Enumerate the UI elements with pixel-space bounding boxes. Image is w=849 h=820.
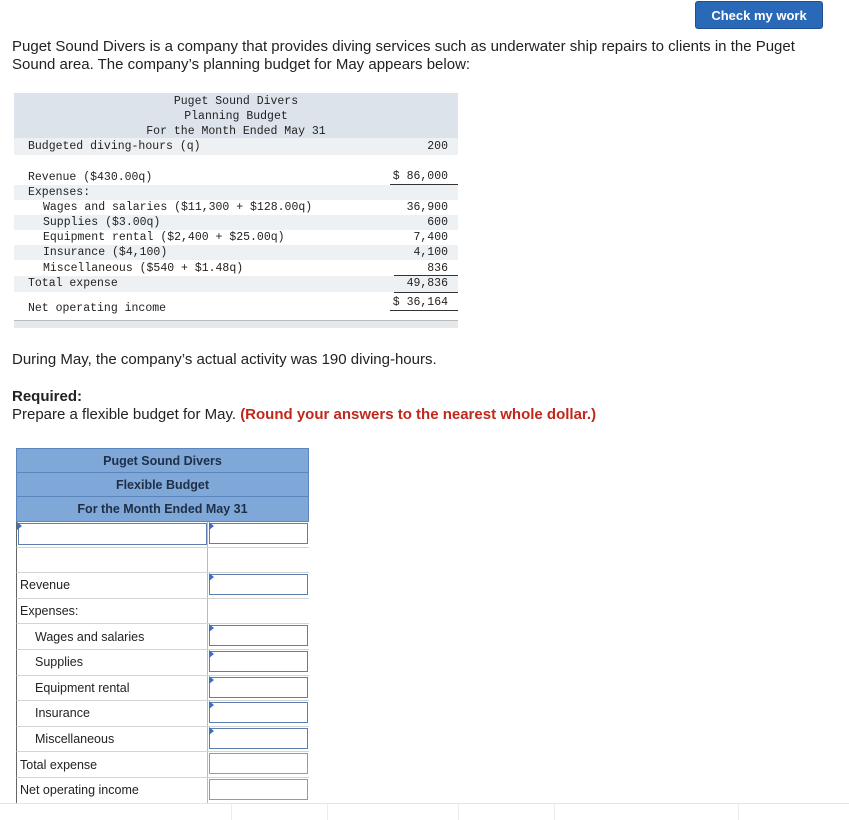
input-marker-icon [17,522,22,530]
rounding-note: (Round your answers to the nearest whole dollar.) [240,406,597,423]
fb-activity-row [16,522,309,548]
pb-insurance-label: Insurance ($4,100) [43,246,168,259]
actual-activity-text: During May, the company’s actual activity was 190 diving-hours. [12,351,437,368]
fb-misc-label: Miscellaneous [17,727,208,752]
equipment-input[interactable] [209,677,308,698]
pb-misc-value: 836 [427,262,448,275]
revenue-input[interactable] [209,574,308,595]
activity-value-input[interactable] [209,523,308,544]
fb-wages-row [16,624,309,650]
pb-title: Planning Budget [184,110,288,123]
fb-misc-row [16,727,309,753]
fb-noi-label: Net operating income [17,778,208,803]
pb-supplies-value: 600 [427,216,448,229]
input-marker-icon [209,727,214,735]
flexible-budget-table [16,448,309,804]
fb-revenue-label: Revenue [17,573,208,598]
planning-budget [14,93,458,329]
input-marker-icon [209,676,214,684]
required-instruction: Prepare a flexible budget for May. (Round your answers to the nearest whole dollar.) [12,406,597,423]
pb-period: For the Month Ended May 31 [146,125,326,138]
fb-blank-row [16,548,309,574]
fb-expenses-row [16,599,309,625]
insurance-input[interactable] [209,702,308,723]
pb-equipment-value: 7,400 [413,231,448,244]
pb-activity-label: Budgeted diving-hours (q) [28,140,201,153]
misc-input[interactable] [209,728,308,749]
total-expense-cell [209,753,308,774]
check-my-work-button[interactable]: Check my work [695,1,823,29]
input-marker-icon [209,650,214,658]
fb-insurance-label: Insurance [17,701,208,726]
pb-misc-label: Miscellaneous ($540 + $1.48q) [43,262,244,275]
pb-noi-value: $ 36,164 [392,296,448,309]
activity-label-input[interactable] [18,523,207,545]
fb-total-row [16,752,309,778]
pb-noi-label: Net operating income [28,302,167,315]
fb-period: For the Month Ended May 31 [16,496,309,522]
required-label: Required: [12,388,83,405]
input-marker-icon [209,701,214,709]
pb-revenue-value: $ 86,000 [392,170,448,183]
fb-expenses-label: Expenses: [17,599,208,624]
pb-revenue-label: Revenue ($430.00q) [28,171,153,184]
input-marker-icon [209,624,214,632]
pb-activity-value: 200 [427,140,448,153]
pb-total-label: Total expense [28,277,118,290]
fb-supplies-row [16,650,309,676]
pb-expenses-label: Expenses: [28,186,91,199]
fb-noi-row [16,778,309,804]
fb-supplies-label: Supplies [17,650,208,675]
input-marker-icon [209,573,214,581]
fb-equipment-label: Equipment rental [17,676,208,701]
pb-wages-label: Wages and salaries ($11,300 + $128.00q) [43,201,313,214]
fb-title: Flexible Budget [16,472,309,496]
noi-cell [209,779,308,800]
pb-company: Puget Sound Divers [173,95,299,108]
pb-wages-value: 36,900 [406,201,448,214]
fb-company: Puget Sound Divers [16,448,309,472]
fb-insurance-row [16,701,309,727]
pb-supplies-label: Supplies ($3.00q) [43,216,161,229]
fb-revenue-row [16,573,309,599]
supplies-input[interactable] [209,651,308,672]
wages-input[interactable] [209,625,308,646]
fb-equipment-row [16,676,309,702]
pb-insurance-value: 4,100 [413,246,448,259]
fb-wages-label: Wages and salaries [17,624,208,649]
required-section [12,388,596,424]
footer-divider [0,803,849,804]
pb-equipment-label: Equipment rental ($2,400 + $25.00q) [43,231,285,244]
pb-total-value: 49,836 [406,277,448,290]
input-marker-icon [209,522,214,530]
intro-text: Puget Sound Divers is a company that provides diving services such as underwater ship repairs to clients in the Puget Sound area. The company’s planning budget for May appears below: [12,38,795,73]
fb-total-label: Total expense [17,752,208,777]
